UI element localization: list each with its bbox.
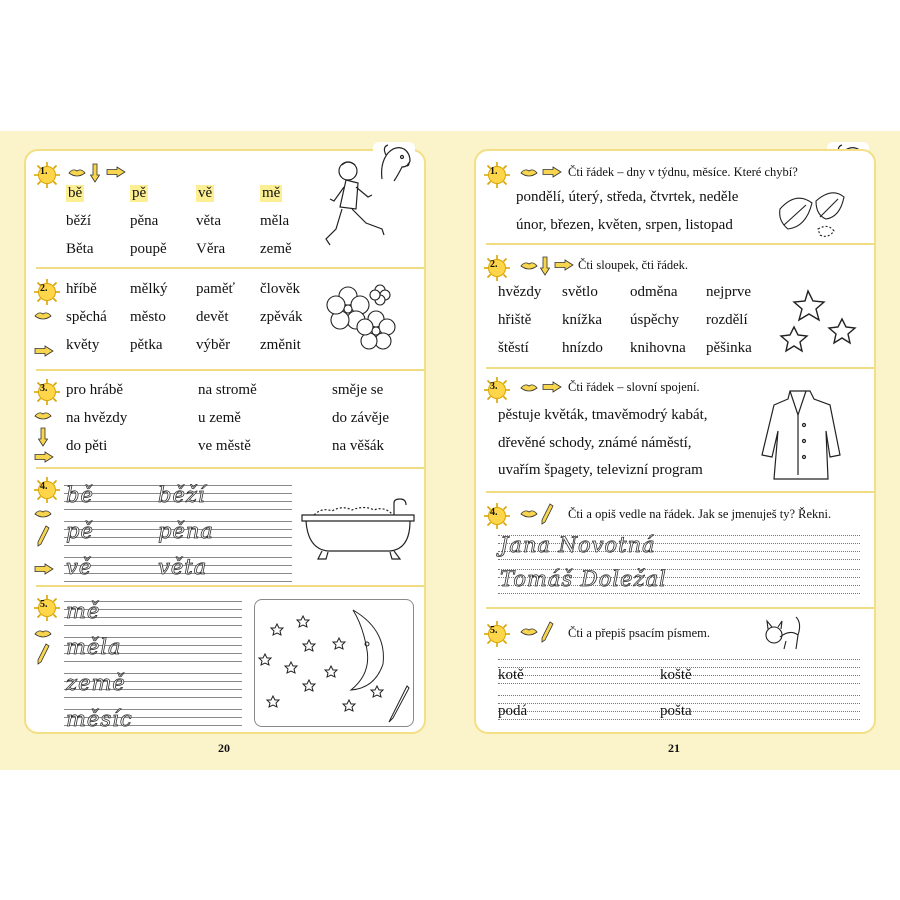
arrow-right-icon <box>34 563 54 575</box>
word: koště <box>660 667 692 683</box>
cursive-word: vě <box>66 555 93 579</box>
section-number: 3. <box>40 383 48 394</box>
arrow-right-icon <box>542 166 562 178</box>
lips-icon <box>520 261 538 271</box>
exercise-instruction: Čti sloupek, čti řádek. <box>578 258 689 272</box>
word: věta <box>196 213 221 229</box>
word: paměť <box>196 281 235 297</box>
lips-icon <box>520 627 538 637</box>
left-page <box>24 149 426 734</box>
section-divider <box>36 267 424 269</box>
word: měla <box>260 213 290 229</box>
section-number: 2. <box>490 259 498 270</box>
lips-icon <box>68 168 86 178</box>
word: změnit <box>260 337 301 353</box>
exercise-instruction: Čti řádek – dny v týdnu, měsíce. Které chybí? <box>568 165 798 179</box>
cursive-name: Tomáš Doležal <box>500 567 667 591</box>
cursive-word: mě <box>66 599 101 623</box>
text-line: pěstuje květák, tmavěmodrý kabát, <box>498 407 708 423</box>
text-line: dřevěné schody, známé náměstí, <box>498 435 692 451</box>
pencil-icon <box>36 643 50 665</box>
section-number: 5. <box>40 599 48 610</box>
cursive-word: věta <box>158 555 208 579</box>
word: knihovna <box>630 340 686 356</box>
text-line: únor, březen, květen, srpen, listopad <box>516 217 733 233</box>
word: pětka <box>130 337 163 353</box>
word: mělký <box>130 281 168 297</box>
exercise-instruction: Čti a přepiš psacím písmem. <box>568 626 710 640</box>
page-number: 21 <box>668 741 680 755</box>
phrase: na věšák <box>332 438 385 454</box>
right-page <box>474 149 876 734</box>
lips-icon <box>34 311 52 321</box>
word: nejprve <box>706 284 751 300</box>
horse-head-icon <box>372 141 416 185</box>
pencil-icon <box>540 503 554 525</box>
arrow-right-icon <box>106 166 126 178</box>
arrow-right-icon <box>34 345 54 357</box>
section-divider <box>486 243 874 245</box>
word: hřiště <box>498 312 532 328</box>
word: spěchá <box>66 309 107 325</box>
section-divider <box>36 467 424 469</box>
arrow-right-icon <box>554 259 574 271</box>
section-divider <box>486 607 874 609</box>
arrow-down-icon <box>540 256 550 276</box>
lips-icon <box>34 629 52 639</box>
arrow-right-icon <box>542 381 562 393</box>
cursive-word: pě <box>66 519 94 543</box>
word: výběr <box>196 337 231 353</box>
cursive-word: měsíc <box>66 707 133 731</box>
phrase: na stromě <box>198 382 257 398</box>
stars-illustration <box>778 287 864 359</box>
cursive-word: běží <box>158 483 206 507</box>
section-number: 4. <box>40 481 48 492</box>
lips-icon <box>34 509 52 519</box>
cursive-word: země <box>66 671 126 695</box>
flowers-illustration <box>320 283 398 363</box>
word: země <box>260 241 292 257</box>
arrow-down-icon <box>38 427 48 447</box>
kitten-illustration <box>760 609 804 653</box>
lips-icon <box>520 509 538 519</box>
bathtub-illustration <box>298 497 418 563</box>
arrow-right-icon <box>34 451 54 463</box>
section-number: 5. <box>490 625 498 636</box>
cursive-word: bě <box>66 483 94 507</box>
exercise-instruction: Čti řádek – slovní spojení. <box>568 380 700 394</box>
word: pě <box>132 185 147 201</box>
phrase: směje se <box>332 382 384 398</box>
word: člověk <box>260 281 300 297</box>
arrow-down-icon <box>90 163 100 183</box>
text-line: uvařím špagety, televizní program <box>498 462 703 478</box>
word: devět <box>196 309 229 325</box>
pencil-icon <box>540 621 554 643</box>
word: úspěchy <box>630 312 680 328</box>
phrase: pro hrábě <box>66 382 124 398</box>
word: pěšinka <box>706 340 752 356</box>
cursive-word: měla <box>66 635 122 659</box>
word: běží <box>66 213 91 229</box>
pencil-icon <box>36 525 50 547</box>
exercise-instruction: Čti a opiš vedle na řádek. Jak se jmenuješ ty? Řekni. <box>568 507 832 521</box>
section-divider <box>486 367 874 369</box>
cursive-word: pěna <box>158 519 214 543</box>
word: hnízdo <box>562 340 603 356</box>
section-number: 2. <box>40 283 48 294</box>
lips-icon <box>520 168 538 178</box>
phrase: u země <box>198 410 241 426</box>
word: poupě <box>130 241 167 257</box>
word: rozdělí <box>706 312 748 328</box>
section-number: 1. <box>490 166 498 177</box>
word: podá <box>498 703 528 719</box>
phrase: na hvězdy <box>66 410 128 426</box>
coat-illustration <box>760 385 844 483</box>
section-divider <box>36 369 424 371</box>
cursive-name: Jana Novotná <box>500 533 656 557</box>
word: Běta <box>66 241 94 257</box>
word: zpěvák <box>260 309 303 325</box>
word: vě <box>198 185 213 201</box>
word: město <box>130 309 166 325</box>
text-line: pondělí, úterý, středa, čtvrtek, neděle <box>516 189 739 205</box>
lips-icon <box>34 411 52 421</box>
word: knížka <box>562 312 602 328</box>
section-number: 1. <box>40 166 48 177</box>
word: Věra <box>196 241 226 257</box>
word: kotě <box>498 667 524 683</box>
section-divider <box>36 585 424 587</box>
word: květy <box>66 337 100 353</box>
lips-icon <box>520 383 538 393</box>
section-number: 4. <box>490 507 498 518</box>
phrase: do pěti <box>66 438 108 454</box>
word: mě <box>262 185 281 201</box>
word: pěna <box>130 213 159 229</box>
word: odměna <box>630 284 678 300</box>
section-number: 3. <box>490 381 498 392</box>
night-sky-illustration <box>254 599 414 727</box>
word: světlo <box>562 284 598 300</box>
page-number: 20 <box>218 741 230 755</box>
word: hříbě <box>66 281 97 297</box>
word: hvězdy <box>498 284 542 300</box>
phrase: do závěje <box>332 410 390 426</box>
word: štěstí <box>498 340 529 356</box>
section-divider <box>486 491 874 493</box>
phrase: ve městě <box>198 438 251 454</box>
leaves-illustration <box>776 185 862 243</box>
word: bě <box>68 185 83 201</box>
word: pošta <box>660 703 692 719</box>
